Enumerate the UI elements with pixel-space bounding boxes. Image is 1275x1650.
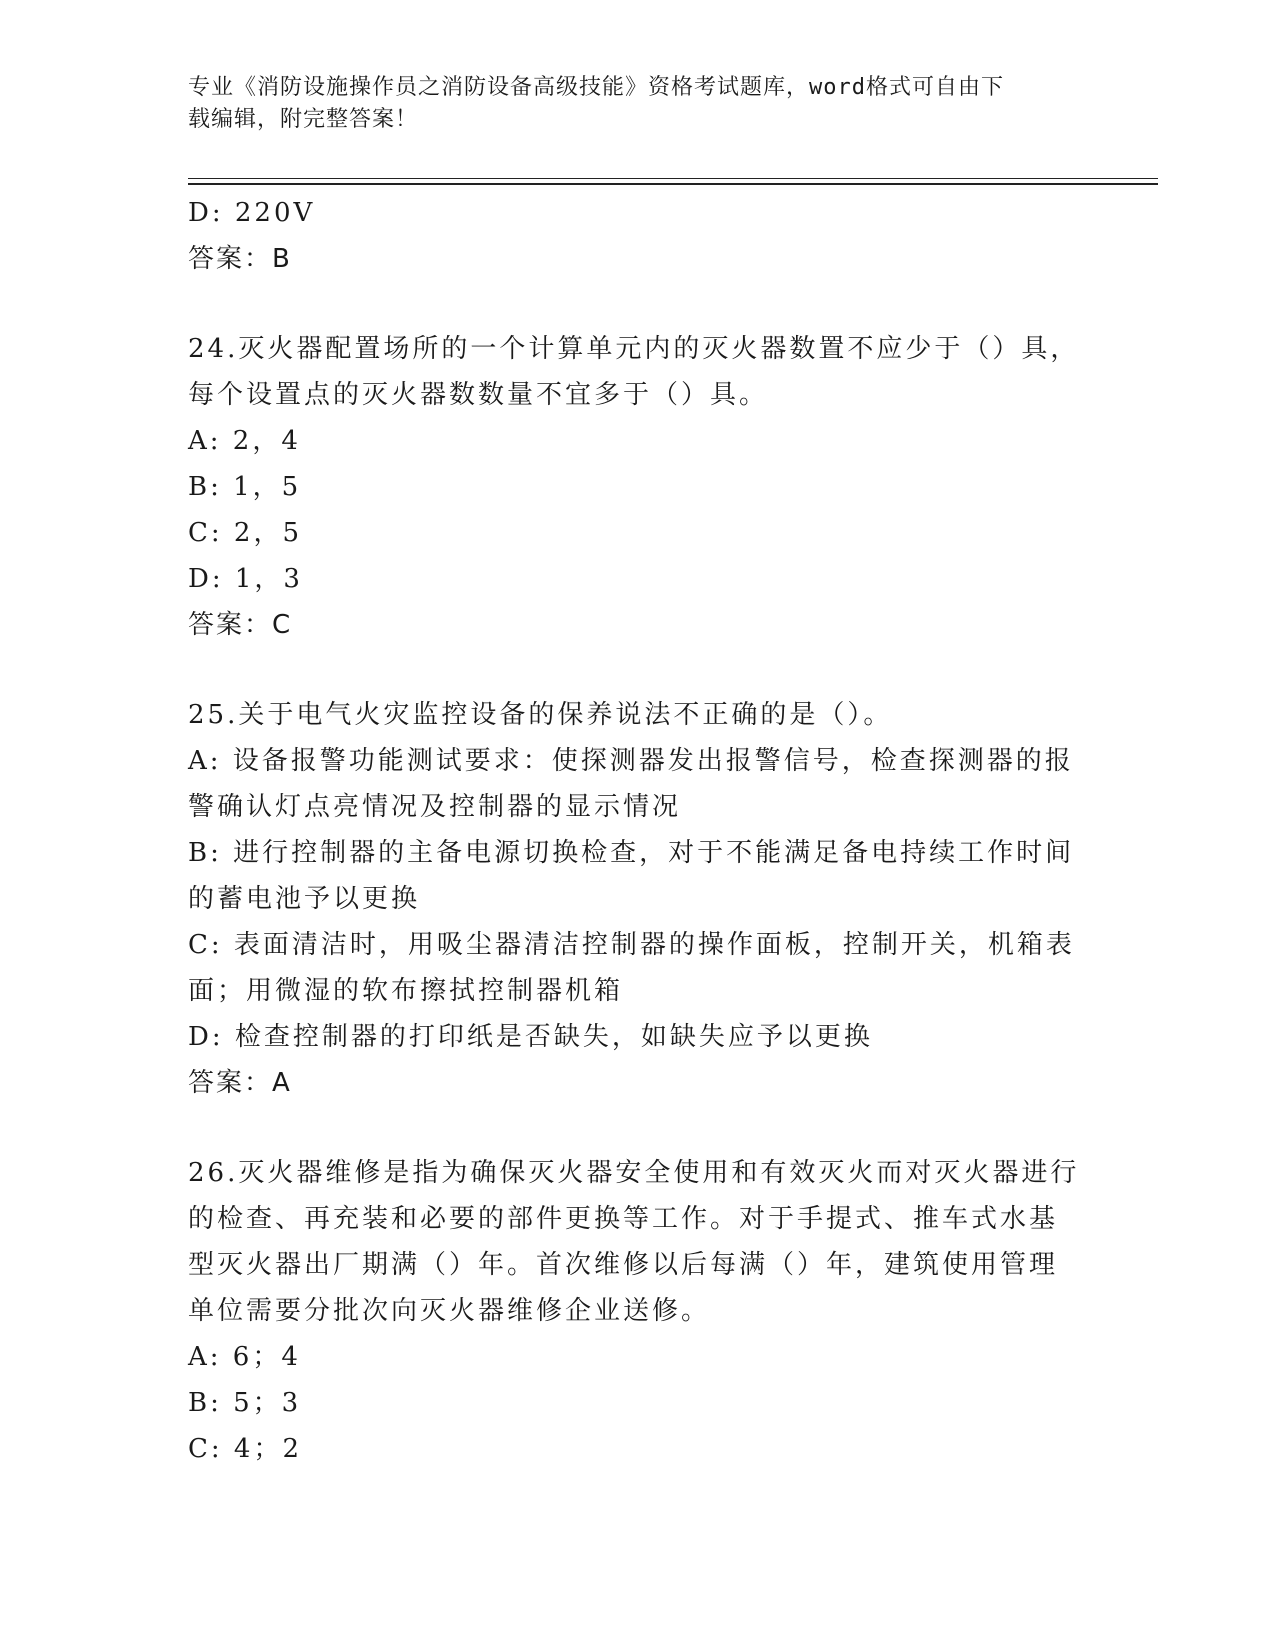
q25-option-c-line-2: 面；用微湿的软布擦拭控制器机箱: [188, 976, 624, 1006]
q26-option-a: A: 6；4: [188, 1342, 301, 1372]
q24-answer: 答案：C: [188, 610, 293, 640]
q23-option-d: D: 220V: [188, 198, 316, 228]
question-content: [188, 190, 1088, 1472]
q25-option-a-line-1: A: 设备报警功能测试要求：使探测器发出报警信号，检查探测器的报: [188, 746, 1074, 776]
q26-stem-line-2: 的检查、再充装和必要的部件更换等工作。对于手提式、推车式水基: [188, 1204, 1059, 1234]
q24-option-c: C: 2，5: [188, 518, 303, 548]
q25-option-b-line-1: B: 进行控制器的主备电源切换检查，对于不能满足备电持续工作时间: [188, 838, 1075, 868]
q25-option-b-line-2: 的蓄电池予以更换: [188, 884, 421, 914]
q24-stem-line-2: 每个设置点的灭火器数数量不宜多于（）具。: [188, 380, 769, 410]
q24-option-b: B: 1，5: [188, 472, 302, 502]
q23-answer: 答案：B: [188, 244, 292, 274]
q24-option-a: A: 2，4: [188, 426, 301, 456]
q25-answer: 答案：A: [188, 1068, 292, 1098]
q26-stem-line-1: 26.灭火器维修是指为确保灭火器安全使用和有效灭火而对灭火器进行: [188, 1158, 1080, 1188]
header-line-2: 载编辑，附完整答案！: [188, 107, 419, 132]
q26-stem-line-3: 型灭火器出厂期满（）年。首次维修以后每满（）年，建筑使用管理: [188, 1250, 1059, 1280]
header-rule-thin: [188, 178, 1158, 179]
spacer: [188, 282, 1088, 326]
header-rule-thick: [188, 183, 1158, 185]
spacer: [188, 648, 1088, 692]
page-header: [188, 72, 1078, 136]
q25-option-d: D: 检查控制器的打印纸是否缺失，如缺失应予以更换: [188, 1022, 873, 1052]
q26-option-b: B: 5；3: [188, 1388, 302, 1418]
q26-stem-line-4: 单位需要分批次向灭火器维修企业送修。: [188, 1296, 711, 1326]
q24-stem-line-1: 24.灭火器配置场所的一个计算单元内的灭火器数置不应少于（）具，: [188, 334, 1080, 364]
q26-option-c: C: 4；2: [188, 1434, 303, 1464]
header-line-1: 专业《消防设施操作员之消防设备高级技能》资格考试题库，word格式可自由下: [188, 75, 1004, 100]
q25-option-c-line-1: C: 表面清洁时，用吸尘器清洁控制器的操作面板，控制开关，机箱表: [188, 930, 1075, 960]
q24-option-d: D: 1，3: [188, 564, 303, 594]
q25-stem: 25.关于电气火灾监控设备的保养说法不正确的是（）。: [188, 700, 893, 730]
spacer: [188, 1106, 1088, 1150]
q25-option-a-line-2: 警确认灯点亮情况及控制器的显示情况: [188, 792, 682, 822]
